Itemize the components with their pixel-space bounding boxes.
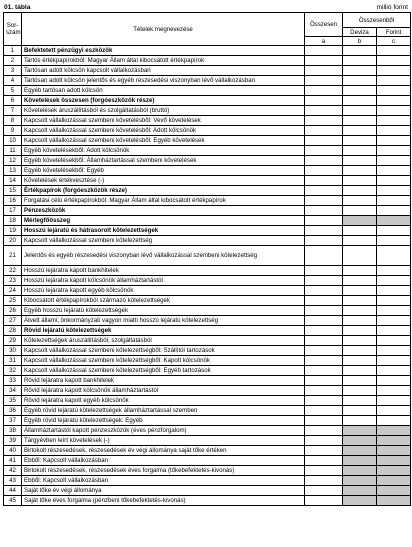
deviza-cell[interactable] [343, 56, 377, 66]
deviza-cell[interactable] [343, 136, 377, 146]
forint-cell[interactable] [377, 166, 411, 176]
forint-cell[interactable] [377, 336, 411, 346]
row-label: Követelések értékvesztése (-) [22, 176, 305, 186]
row-number: 1 [4, 46, 22, 56]
deviza-cell[interactable] [343, 406, 377, 416]
deviza-cell[interactable] [343, 286, 377, 296]
deviza-cell[interactable] [343, 196, 377, 206]
deviza-cell[interactable] [343, 306, 377, 316]
table-number: 01. tábla [4, 4, 31, 11]
forint-cell[interactable] [377, 316, 411, 326]
forint-cell[interactable] [377, 156, 411, 166]
table-row [4, 176, 411, 186]
forint-cell[interactable] [377, 206, 411, 216]
table-row [4, 376, 411, 386]
osszesen-cell[interactable] [305, 46, 343, 56]
forint-cell [377, 436, 411, 446]
table-row [4, 476, 411, 486]
header-col-b: b [343, 37, 377, 46]
row-label: Birtokolt részesedések, részesedések éves forgalma (tőkebefektetés-kivonás) [22, 466, 305, 476]
row-number: 11 [4, 146, 22, 156]
row-number: 19 [4, 226, 22, 236]
deviza-cell[interactable] [343, 316, 377, 326]
table-row [4, 166, 411, 176]
forint-cell[interactable] [377, 46, 411, 56]
table-row [4, 136, 411, 146]
deviza-cell[interactable] [343, 396, 377, 406]
forint-cell[interactable] [377, 346, 411, 356]
table-row [4, 216, 411, 226]
row-number: 25 [4, 296, 22, 306]
row-label: Tartósan adott kölcsön kapcsolt vállalkozásban [22, 66, 305, 76]
forint-cell[interactable] [377, 66, 411, 76]
row-number: 16 [4, 196, 22, 206]
deviza-cell [343, 466, 377, 476]
row-number: 24 [4, 286, 22, 296]
forint-cell[interactable] [377, 86, 411, 96]
table-row [4, 366, 411, 376]
table-row [4, 456, 411, 466]
forint-cell[interactable] [377, 236, 411, 246]
deviza-cell[interactable] [343, 366, 377, 376]
osszesen-cell[interactable] [305, 186, 343, 196]
row-number: 27 [4, 316, 22, 326]
table-row [4, 416, 411, 426]
header-col-a: a [305, 37, 343, 46]
row-number: 36 [4, 406, 22, 416]
osszesen-cell[interactable] [305, 216, 343, 226]
row-label: Egyéb hosszú lejáratú kötelezettségek [22, 306, 305, 316]
osszesen-cell[interactable] [305, 426, 343, 436]
forint-cell[interactable] [377, 76, 411, 86]
forint-cell[interactable] [377, 376, 411, 386]
deviza-cell[interactable] [343, 226, 377, 236]
row-number: 21 [4, 246, 22, 266]
row-label: Mérlegfőösszeg [22, 216, 305, 226]
row-number: 14 [4, 176, 22, 186]
table-row [4, 56, 411, 66]
deviza-cell[interactable] [343, 66, 377, 76]
forint-cell[interactable] [377, 146, 411, 156]
row-number: 38 [4, 426, 22, 436]
row-label: Értékpapírok (forgóeszközök része) [22, 186, 305, 196]
row-number: 41 [4, 456, 22, 466]
deviza-cell[interactable] [343, 126, 377, 136]
header-col-c: c [377, 37, 411, 46]
table-row [4, 156, 411, 166]
row-label: Kapcsolt vállalkozással szembeni követelésből: Adott kölcsönök [22, 126, 305, 136]
deviza-cell[interactable] [343, 246, 377, 266]
row-label: Kötelezettségek áruszállításból, szolgáltatásból [22, 336, 305, 346]
row-label: Rövid lejáratra kapott egyéb kölcsönök [22, 396, 305, 406]
forint-cell [377, 466, 411, 476]
forint-cell[interactable] [377, 356, 411, 366]
osszesen-cell[interactable] [305, 156, 343, 166]
osszesen-cell[interactable] [305, 206, 343, 216]
row-label: Rövid lejáratra kapott kölcsönök államháztartástól [22, 386, 305, 396]
header-deviza: Deviza [343, 28, 377, 37]
header-tetelek: Tételek megnevezése [22, 13, 305, 46]
row-label: Birtokolt részesedések, részesedések év végi állománya saját tőke értéken [22, 446, 305, 456]
table-row [4, 326, 411, 336]
row-number: 12 [4, 156, 22, 166]
table-row [4, 286, 411, 296]
table-row [4, 426, 411, 436]
deviza-cell [343, 426, 377, 436]
forint-cell[interactable] [377, 96, 411, 106]
osszesen-cell[interactable] [305, 376, 343, 386]
osszesen-cell[interactable] [305, 336, 343, 346]
row-label: Kapcsolt vállalkozással szembeni kötelezettségből: Szállítói tartozások [22, 346, 305, 356]
deviza-cell[interactable] [343, 356, 377, 366]
forint-cell[interactable] [377, 226, 411, 236]
row-label: Tárgyévben leírt követelések (-) [22, 436, 305, 446]
row-label: Hosszú lejáratra kapott kölcsönök államháztartástól [22, 276, 305, 286]
deviza-cell [343, 496, 377, 506]
row-number: 7 [4, 106, 22, 116]
table-row [4, 346, 411, 356]
deviza-cell[interactable] [343, 96, 377, 106]
osszesen-cell[interactable] [305, 326, 343, 336]
row-number: 3 [4, 66, 22, 76]
row-label: Követelések összesen (forgóeszközök része) [22, 96, 305, 106]
unit-label: millió forint [376, 4, 408, 11]
row-number: 45 [4, 496, 22, 506]
row-number: 2 [4, 56, 22, 66]
row-number: 23 [4, 276, 22, 286]
row-label: Kapcsolt vállalkozással szembeni kötelezettségből: Egyéb tartozások [22, 366, 305, 376]
osszesen-cell[interactable] [305, 486, 343, 496]
table-row [4, 116, 411, 126]
row-number: 28 [4, 326, 22, 336]
row-label: Kapcsolt vállalkozással szembeni kötelezettségből: Kapott kölcsönök [22, 356, 305, 366]
table-row [4, 206, 411, 216]
row-label: Kapcsolt vállalkozással szembeni kötelezettség [22, 236, 305, 246]
deviza-cell[interactable] [343, 186, 377, 196]
deviza-cell[interactable] [343, 336, 377, 346]
table-row [4, 336, 411, 346]
row-label: Egyéb rövid lejáratú kötelezettségek államháztartással szemben [22, 406, 305, 416]
osszesen-cell[interactable] [305, 296, 343, 306]
osszesen-cell[interactable] [305, 96, 343, 106]
table-row [4, 96, 411, 106]
forint-cell[interactable] [377, 126, 411, 136]
row-label: Pénzeszközök [22, 206, 305, 216]
row-label: Kapcsolt vállalkozással szembeni követelésből: Vevő követelések [22, 116, 305, 126]
osszesen-cell[interactable] [305, 396, 343, 406]
osszesen-cell[interactable] [305, 446, 343, 456]
table-row [4, 406, 411, 416]
deviza-cell[interactable] [343, 346, 377, 356]
forint-cell[interactable] [377, 246, 411, 266]
row-number: 4 [4, 76, 22, 86]
row-label: Jelentős és egyéb részesedési viszonyban lévő vállalkozással szembeni kötelezettség [22, 246, 305, 266]
deviza-cell[interactable] [343, 376, 377, 386]
osszesen-cell[interactable] [305, 166, 343, 176]
row-label: Egyéb rövid lejáratú kötelezettségek: Egyéb [22, 416, 305, 426]
row-number: 10 [4, 136, 22, 146]
row-label: Forgatási célú értékpapírokból: Magyar Állam által kibocsátott értékpapírok [22, 196, 305, 206]
table-row [4, 306, 411, 316]
forint-cell[interactable] [377, 176, 411, 186]
osszesen-cell[interactable] [305, 346, 343, 356]
table-row [4, 76, 411, 86]
osszesen-cell[interactable] [305, 306, 343, 316]
row-label: Saját tőke év végi állománya [22, 486, 305, 496]
table-row [4, 246, 411, 266]
form-page [3, 3, 410, 506]
forint-cell[interactable] [377, 186, 411, 196]
forint-cell[interactable] [377, 366, 411, 376]
table-row [4, 236, 411, 246]
header-forint: Forint [377, 28, 411, 37]
deviza-cell [343, 436, 377, 446]
osszesen-cell[interactable] [305, 236, 343, 246]
row-number: 35 [4, 396, 22, 406]
table-row [4, 446, 411, 456]
header-sorszam: Sor- szám [4, 13, 22, 46]
row-label: Tartósan adott kölcsön jelentős és egyéb részesedési viszonyban lévő vállalkozásban [22, 76, 305, 86]
row-label: Egyéb követelésekből: Adott kölcsönök [22, 146, 305, 156]
row-number: 32 [4, 366, 22, 376]
osszesen-cell[interactable] [305, 116, 343, 126]
osszesen-cell[interactable] [305, 136, 343, 146]
deviza-cell[interactable] [343, 46, 377, 56]
forint-cell [377, 426, 411, 436]
deviza-cell[interactable] [343, 276, 377, 286]
deviza-cell [343, 486, 377, 496]
row-label: Ebből: Kapcsolt vállalkozásban [22, 456, 305, 466]
osszesen-cell[interactable] [305, 76, 343, 86]
forint-cell [377, 476, 411, 486]
forint-cell[interactable] [377, 396, 411, 406]
osszesen-cell[interactable] [305, 56, 343, 66]
deviza-cell [343, 456, 377, 466]
forint-cell [377, 456, 411, 466]
table-row [4, 146, 411, 156]
table-row [4, 126, 411, 136]
forint-cell[interactable] [377, 106, 411, 116]
forint-cell[interactable] [377, 386, 411, 396]
osszesen-cell[interactable] [305, 466, 343, 476]
forint-cell[interactable] [377, 56, 411, 66]
osszesen-cell[interactable] [305, 476, 343, 486]
row-label: Követelések áruszállításból és szolgáltatásból (bruttó) [22, 106, 305, 116]
row-label: Befektetett pénzügyi eszközök [22, 46, 305, 56]
row-number: 30 [4, 346, 22, 356]
deviza-cell[interactable] [343, 116, 377, 126]
forint-cell[interactable] [377, 196, 411, 206]
deviza-cell[interactable] [343, 156, 377, 166]
table-row [4, 66, 411, 76]
row-number: 18 [4, 216, 22, 226]
row-label: Átvett állami, önkormányzati vagyon miatti hosszú lejáratú kötelezettség [22, 316, 305, 326]
row-number: 6 [4, 96, 22, 106]
row-number: 31 [4, 356, 22, 366]
deviza-cell[interactable] [343, 206, 377, 216]
osszesen-cell[interactable] [305, 66, 343, 76]
row-label: Hosszú lejáratra kapott bankhitelek [22, 266, 305, 276]
deviza-cell[interactable] [343, 106, 377, 116]
deviza-cell[interactable] [343, 266, 377, 276]
row-label: Rövid lejáratú kötelezettségek [22, 326, 305, 336]
forint-cell[interactable] [377, 296, 411, 306]
osszesen-cell[interactable] [305, 356, 343, 366]
osszesen-cell[interactable] [305, 196, 343, 206]
table-row [4, 356, 411, 366]
osszesen-cell[interactable] [305, 406, 343, 416]
forint-cell[interactable] [377, 266, 411, 276]
forint-cell [377, 446, 411, 456]
deviza-cell[interactable] [343, 166, 377, 176]
row-number: 33 [4, 376, 22, 386]
row-number: 34 [4, 386, 22, 396]
row-label: Hosszú lejáratú és hátrasorolt kötelezettségek [22, 226, 305, 236]
osszesen-cell[interactable] [305, 126, 343, 136]
deviza-cell[interactable] [343, 86, 377, 96]
row-number: 29 [4, 336, 22, 346]
row-number: 37 [4, 416, 22, 426]
row-number: 42 [4, 466, 22, 476]
table-row [4, 226, 411, 236]
row-label: Kapcsolt vállalkozással szembeni követelésből: Egyéb követelések [22, 136, 305, 146]
forint-cell [377, 486, 411, 496]
forint-cell[interactable] [377, 306, 411, 316]
table-row [4, 486, 411, 496]
osszesen-cell[interactable] [305, 176, 343, 186]
row-label: Államháztartástól kapott pénzeszközök (éves pénzforgalom) [22, 426, 305, 436]
osszesen-cell[interactable] [305, 266, 343, 276]
table-body [4, 46, 411, 506]
osszesen-cell[interactable] [305, 366, 343, 376]
table-row [4, 276, 411, 286]
osszesen-cell[interactable] [305, 436, 343, 446]
table-row [4, 266, 411, 276]
osszesen-cell[interactable] [305, 416, 343, 426]
deviza-cell[interactable] [343, 296, 377, 306]
deviza-cell [343, 476, 377, 486]
forint-cell[interactable] [377, 406, 411, 416]
deviza-cell[interactable] [343, 236, 377, 246]
row-number: 22 [4, 266, 22, 276]
deviza-cell[interactable] [343, 386, 377, 396]
osszesen-cell[interactable] [305, 316, 343, 326]
forint-cell[interactable] [377, 276, 411, 286]
balance-table [3, 12, 411, 506]
row-label: Egyéb követelésekből: Államháztartással szembeni követelések [22, 156, 305, 166]
forint-cell[interactable] [377, 136, 411, 146]
row-number: 26 [4, 306, 22, 316]
forint-cell[interactable] [377, 416, 411, 426]
row-number: 43 [4, 476, 22, 486]
deviza-cell[interactable] [343, 176, 377, 186]
osszesen-cell[interactable] [305, 246, 343, 266]
deviza-cell [343, 446, 377, 456]
row-label: Kibocsátott értékpapírokból származó kötelezettségek [22, 296, 305, 306]
row-number: 9 [4, 126, 22, 136]
table-row [4, 316, 411, 326]
osszesen-cell[interactable] [305, 106, 343, 116]
row-label: Egyéb követelésekből: Egyéb [22, 166, 305, 176]
row-label: Hosszú lejáratra kapott egyéb kölcsönök [22, 286, 305, 296]
deviza-cell[interactable] [343, 326, 377, 336]
osszesen-cell[interactable] [305, 146, 343, 156]
row-number: 5 [4, 86, 22, 96]
row-number: 15 [4, 186, 22, 196]
row-label: Rövid lejáratra kapott bankhitelek [22, 376, 305, 386]
forint-cell[interactable] [377, 116, 411, 126]
table-row [4, 466, 411, 476]
forint-cell [377, 496, 411, 506]
osszesen-cell[interactable] [305, 276, 343, 286]
table-row [4, 46, 411, 56]
table-row [4, 86, 411, 96]
forint-cell[interactable] [377, 326, 411, 336]
deviza-cell[interactable] [343, 146, 377, 156]
deviza-cell[interactable] [343, 416, 377, 426]
row-label: Ebből: Kapcsolt vállalkozásban [22, 476, 305, 486]
forint-cell [377, 216, 411, 226]
row-number: 8 [4, 116, 22, 126]
table-row [4, 196, 411, 206]
table-row [4, 436, 411, 446]
table-row [4, 186, 411, 196]
osszesen-cell[interactable] [305, 286, 343, 296]
row-number: 40 [4, 446, 22, 456]
row-number: 39 [4, 436, 22, 446]
header-osszesenbol: Összesenből [343, 13, 411, 28]
osszesen-cell[interactable] [305, 86, 343, 96]
osszesen-cell[interactable] [305, 226, 343, 236]
header-osszesen: Összesen [305, 13, 343, 37]
row-number: 13 [4, 166, 22, 176]
deviza-cell [343, 216, 377, 226]
table-row [4, 396, 411, 406]
table-row [4, 496, 411, 506]
osszesen-cell[interactable] [305, 496, 343, 506]
table-row [4, 106, 411, 116]
row-number: 44 [4, 486, 22, 496]
deviza-cell[interactable] [343, 76, 377, 86]
row-number: 20 [4, 236, 22, 246]
table-row [4, 296, 411, 306]
osszesen-cell[interactable] [305, 456, 343, 466]
form-header [3, 3, 410, 12]
table-row [4, 386, 411, 396]
row-label: Egyéb tartósan adott kölcsön [22, 86, 305, 96]
row-label: Tartós értékpapírokból: Magyar Állam által kibocsátott értékpapírok [22, 56, 305, 66]
row-number: 17 [4, 206, 22, 216]
row-label: Saját tőke éves forgalma (pénzbeni tőkebefektetés-kivonás) [22, 496, 305, 506]
osszesen-cell[interactable] [305, 386, 343, 396]
forint-cell[interactable] [377, 286, 411, 296]
